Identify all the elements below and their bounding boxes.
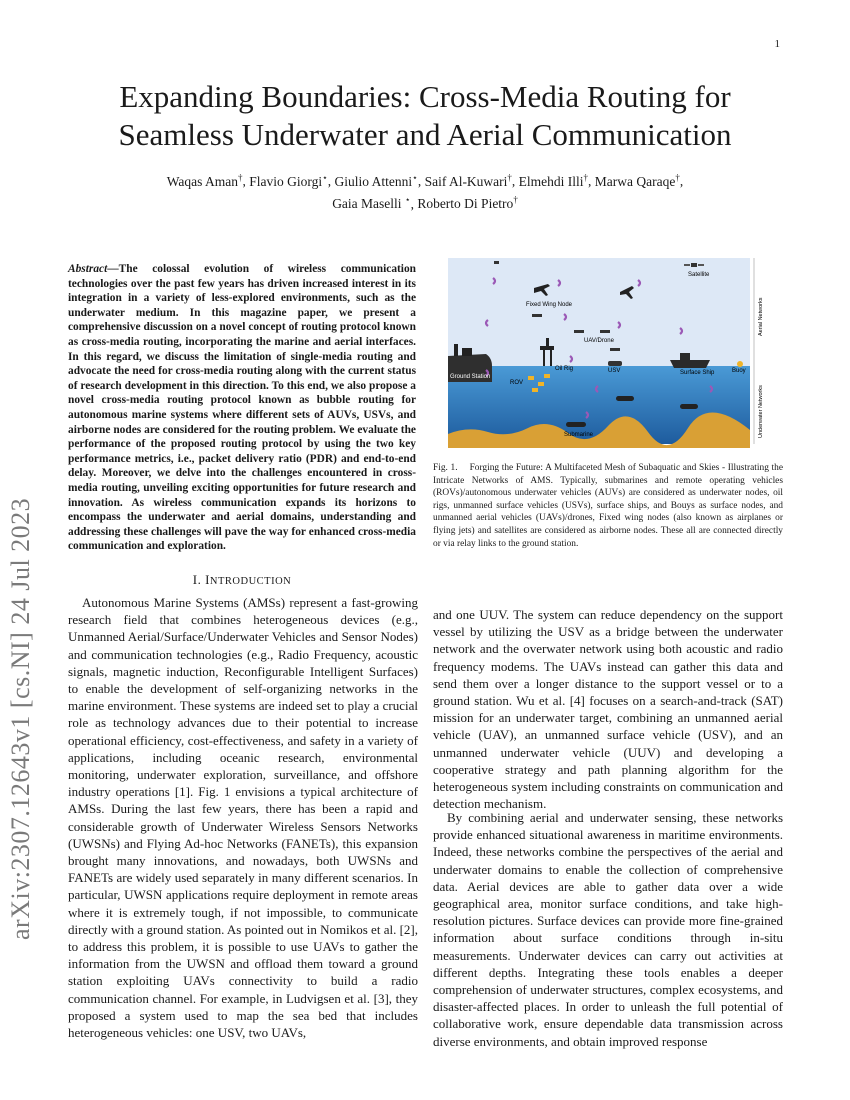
label-aerial-networks: Aerial Networks (758, 297, 764, 336)
network-illustration (448, 258, 770, 454)
figure-caption: Fig. 1. Forging the Future: A Multifaceted Mesh of Subaquatic and Skies - Illustrating the Intricate Networks of AMS. Typically, submarines and remote operating vehicles (ROVs)/autonomous underwater vehicles (AUVs) are considered as underwater nodes, oil rigs, unmanned surface vehicles (USVs), surface ships, and Bouys as surface nodes, and unmanned aerial vehicles (UAVs)/drones, Fixed wing nodes (also known as airplanes or flying jets) and satellites are considered as airborne nodes. These all are connected directly or via relay links to the ground station. (433, 463, 783, 549)
label-submarine: Submarine (564, 432, 594, 438)
arxiv-identifier[interactable]: arXiv:2307.12643v1 [cs.NI] 24 Jul 2023 (6, 497, 35, 940)
drone-icon (600, 330, 610, 333)
figure-1 (448, 258, 770, 454)
buoy-icon (737, 361, 743, 367)
label-ground-station: Ground Station (450, 374, 491, 380)
page-number: 1 (774, 38, 780, 50)
author-list (80, 168, 770, 213)
label-rov: ROV (510, 380, 524, 386)
label-oil-rig: Oil Rig (555, 366, 574, 372)
drone-icon (574, 330, 584, 333)
author: Waqas Aman† (166, 172, 243, 189)
satellite-icon (494, 261, 499, 264)
author: Roberto Di Pietro† (417, 194, 518, 211)
section-heading: I. INTRODUCTION (192, 572, 292, 587)
drone-icon (610, 348, 620, 351)
label-surface-ship: Surface Ship (680, 370, 715, 376)
author: Flavio Giorgi⋆ (249, 172, 328, 189)
label-underwater-networks: Underwater Networks (758, 385, 764, 438)
antenna-icon (454, 344, 458, 356)
label-fixed-wing: Fixed Wing Node (526, 302, 573, 308)
body-paragraph: By combining aerial and underwater sensing, these networks provide enhanced situational awareness in maritime environments. Indeed, these networks combine the perspectives of the aerial and underwater domains to enable the collection of comprehensive data. Aerial devices are able to gather data over a wide geographical area, monitor surface conditions, and take high-resolution pictures. Surface devices can provide more fine-grained information about surface conditions through in-situ measurements. Underwater devices can carry out activities at different depths. Integrating these tools enables a deeper comprehension of underwater structures, complex ecosystems, and disaster-affected places. In order to unleash the full potential of collaborative work, ensure dependable data transmission across diverse environments, and obtain improved response (433, 810, 783, 1049)
submarine-icon (566, 422, 586, 427)
author: Elmehdi Illi† (518, 172, 589, 189)
abstract-lead: Abstract (68, 263, 108, 275)
usv-icon (608, 361, 622, 366)
author-line-2: Gaia Maselli ⋆, Roberto Di Pietro† (332, 194, 518, 211)
drone-icon (532, 314, 542, 317)
author-line-1: Waqas Aman†, Flavio Giorgi⋆, Giulio Attenni⋆, Saif Al-Kuwari†, Elmehdi Illi†, Marwa Qaraqe†, (166, 172, 684, 189)
label-uav: UAV/Drone (584, 338, 614, 344)
paper-title: Expanding Boundaries: Cross-Media Routing for Seamless Underwater and Aerial Communication (118, 79, 732, 152)
abstract-text: —The colossal evolution of wireless communication technologies over the past few years has driven increased interest in its integration in a variety of less-explored environments, such as the underwater medium. In this magazine paper, we present a comprehensive discussion on a novel concept of routing protocol known as cross-media routing, incorporating the marine and aerial interfaces. In this regard, we discuss the limitation of single-media routing and advocate the need for cross-media routing along with the current status of research development in this direction. To this end, we also propose a novel cross-media routing protocol known as bubble routing for autonomous marine systems where different sets of AUVs, USVs, and airborne nodes are considered for the routing problem. We evaluate the performance of the proposed routing protocol by using the two key performance metrics, i.e., packet delivery ratio (PDR) and end-to-end delay. Moreover, we delve into the challenges encountered in cross-media routing, unveiling exciting opportunities for future research and innovation. As wireless communication expands its horizons to encompass the underwater and aerial domains, understanding and addressing these challenges will pave the way for enhanced cross-media communication and exploration. (68, 263, 416, 553)
label-buoy: Buoy (732, 368, 746, 374)
ground-station-icon (462, 348, 472, 356)
author: Marwa Qaraqe† (594, 172, 680, 189)
author: Gaia Maselli ⋆ (332, 194, 411, 211)
submarine-icon (680, 404, 698, 409)
label-usv: USV (608, 368, 621, 374)
introduction-paragraph: Autonomous Marine Systems (AMSs) represent a fast-growing research field that combines heterogeneous devices (e.g., Unmanned Aerial/Surface/Underwater Vehicles and Sensor Nodes) and communication technologies (e.g., Radio Frequency, acoustic signals, magnetic induction, Reconfigurable Intelligent Surfaces) to enable the development of self-organizing networks in the marine environment. These systems are indeed set to play a crucial role as technology advances due to their potential to increase operational efficiency, cost-effectiveness, and safety in a variety of applications, including oceanic research, environmental monitoring, underwater exploration, surveillance, and offshore industry operations [1]. Fig. 1 envisions a typical architecture of AMSs. During the last few years, there has been a rapid and considerable growth of Underwater Wireless Sensors Networks (UWSNs) and Flying Ad-hoc Networks (FANETs), this expansion brought many innovations, and nowadays, both UWSNs and FANETs are widely used separately in many different scenarios. In particular, UWSN applications require deployment in remote areas where it is extremely tough, if not impossible, to communicate directly with a ground station. As pointed out in Nomikos et al. [2], to address this problem, it is possible to use UAVs to gather the information from the UWSN and offload them toward a ground station exploiting UAVs connectivity to build a radio communication channel. For example, in Ludvigsen et al. [3], they proposed a system used to map the sea bed that includes heterogeneous vehicles: one USV, two UAVs, (68, 595, 418, 1041)
label-satellite: Satellite (688, 272, 710, 278)
submarine-icon (616, 396, 634, 401)
body-paragraph: and one UUV. The system can reduce dependency on the support vessel by utilizing the USV as a bridge between the underwater network and the overwater network using both acoustic and radio frequency modems. The UAVs instead can gather this data and send them over a longer distance to the support vessel or to a ground station. Wu et al. [4] focuses on a search-and-track (SAT) mission for an underwater target, combining an unmanned aerial vehicle (UAV), an unmanned surface vehicle (USV), and an unmanned underwater vehicle (UUV) and developing a cooperative strategy and path planning algorithm for the heterogeneous system including constraints on communication and detection mechanism. (433, 607, 783, 812)
author: Saif Al-Kuwari† (424, 172, 512, 189)
abstract (68, 262, 416, 554)
author: Giulio Attenni⋆ (334, 172, 418, 189)
